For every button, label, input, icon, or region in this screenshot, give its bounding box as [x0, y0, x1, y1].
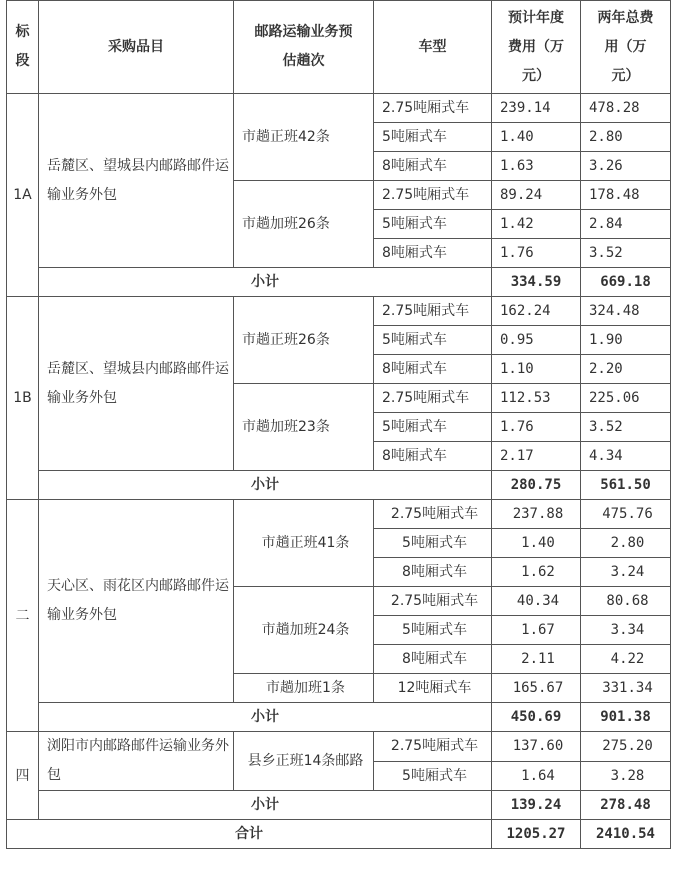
table-body [7, 94, 671, 849]
header-annual [492, 1, 581, 94]
annual-cost: 165.67 [492, 674, 581, 703]
route-trips: 市趟正班42条 [234, 94, 374, 181]
procurement-table [6, 0, 671, 849]
route-trips: 市趟加班26条 [234, 181, 374, 268]
annual-cost: 1.63 [492, 152, 581, 181]
header-item [39, 1, 234, 94]
vehicle-type: 8吨厢式车 [374, 152, 492, 181]
two-year-cost: 475.76 [581, 500, 671, 529]
route-trips: 县乡正班14条邮路 [234, 732, 374, 791]
header-lot-text: 标 段 [15, 24, 30, 69]
subtotal-label: 小计 [39, 703, 492, 732]
table-row [7, 732, 671, 762]
vehicle-type: 2.75吨厢式车 [374, 587, 492, 616]
purchase-item: 岳麓区、望城县内邮路邮件运输业务外包 [39, 94, 234, 268]
vehicle-type: 2.75吨厢式车 [374, 297, 492, 326]
two-year-cost: 275.20 [581, 732, 671, 762]
two-year-cost: 2.84 [581, 210, 671, 239]
vehicle-type: 8吨厢式车 [374, 355, 492, 384]
two-year-cost: 4.22 [581, 645, 671, 674]
subtotal-row [7, 471, 671, 500]
two-year-cost: 3.24 [581, 558, 671, 587]
annual-cost: 1.40 [492, 529, 581, 558]
two-year-cost: 3.34 [581, 616, 671, 645]
annual-cost: 0.95 [492, 326, 581, 355]
lot-id: 四 [7, 732, 39, 820]
annual-cost: 237.88 [492, 500, 581, 529]
two-year-cost: 2.80 [581, 529, 671, 558]
purchase-item: 浏阳市内邮路邮件运输业务外包 [39, 732, 234, 791]
grand-total-annual: 1205.27 [492, 820, 581, 849]
header-lot [7, 1, 39, 94]
vehicle-type: 8吨厢式车 [374, 645, 492, 674]
grand-total-two-year: 2410.54 [581, 820, 671, 849]
two-year-cost: 3.52 [581, 239, 671, 268]
two-year-cost: 4.34 [581, 442, 671, 471]
route-trips: 市趟加班23条 [234, 384, 374, 471]
annual-cost: 89.24 [492, 181, 581, 210]
vehicle-type: 2.75吨厢式车 [374, 94, 492, 123]
header-row [7, 1, 671, 94]
table-row [7, 500, 671, 529]
purchase-item: 天心区、雨花区内邮路邮件运输业务外包 [39, 500, 234, 703]
vehicle-type: 8吨厢式车 [374, 558, 492, 587]
purchase-item: 岳麓区、望城县内邮路邮件运输业务外包 [39, 297, 234, 471]
two-year-cost: 2.80 [581, 123, 671, 152]
route-trips: 市趟加班24条 [234, 587, 374, 674]
vehicle-type: 2.75吨厢式车 [374, 732, 492, 762]
table-row [7, 297, 671, 326]
annual-cost: 137.60 [492, 732, 581, 762]
annual-cost: 2.17 [492, 442, 581, 471]
vehicle-type: 2.75吨厢式车 [374, 500, 492, 529]
subtotal-two-year: 561.50 [581, 471, 671, 500]
subtotal-annual: 280.75 [492, 471, 581, 500]
route-trips: 市趟正班26条 [234, 297, 374, 384]
grand-total-label: 合计 [7, 820, 492, 849]
vehicle-type: 2.75吨厢式车 [374, 181, 492, 210]
two-year-cost: 178.48 [581, 181, 671, 210]
header-twoyear [581, 1, 671, 94]
table-row [7, 94, 671, 123]
two-year-cost: 3.26 [581, 152, 671, 181]
lot-id: 1B [7, 297, 39, 500]
subtotal-two-year: 901.38 [581, 703, 671, 732]
route-trips: 市趟加班1条 [234, 674, 374, 703]
subtotal-row [7, 703, 671, 732]
subtotal-label: 小计 [39, 791, 492, 820]
annual-cost: 1.67 [492, 616, 581, 645]
two-year-cost: 331.34 [581, 674, 671, 703]
subtotal-two-year: 669.18 [581, 268, 671, 297]
header-trips-text: 邮路运输业务预 估趟次 [254, 24, 353, 69]
two-year-cost: 2.20 [581, 355, 671, 384]
annual-cost: 162.24 [492, 297, 581, 326]
subtotal-row [7, 268, 671, 297]
annual-cost: 1.62 [492, 558, 581, 587]
subtotal-annual: 450.69 [492, 703, 581, 732]
vehicle-type: 5吨厢式车 [374, 529, 492, 558]
header-vehicle-text: 车型 [418, 38, 447, 55]
subtotal-label: 小计 [39, 268, 492, 297]
vehicle-type: 5吨厢式车 [374, 616, 492, 645]
lot-id: 二 [7, 500, 39, 732]
two-year-cost: 324.48 [581, 297, 671, 326]
subtotal-annual: 334.59 [492, 268, 581, 297]
vehicle-type: 8吨厢式车 [374, 239, 492, 268]
annual-cost: 112.53 [492, 384, 581, 413]
vehicle-type: 8吨厢式车 [374, 442, 492, 471]
vehicle-type: 12吨厢式车 [374, 674, 492, 703]
header-vehicle [374, 1, 492, 94]
two-year-cost: 80.68 [581, 587, 671, 616]
two-year-cost: 3.28 [581, 761, 671, 791]
annual-cost: 1.40 [492, 123, 581, 152]
two-year-cost: 478.28 [581, 94, 671, 123]
vehicle-type: 5吨厢式车 [374, 123, 492, 152]
vehicle-type: 5吨厢式车 [374, 210, 492, 239]
grand-total-row [7, 820, 671, 849]
annual-cost: 1.10 [492, 355, 581, 384]
vehicle-type: 5吨厢式车 [374, 326, 492, 355]
annual-cost: 2.11 [492, 645, 581, 674]
annual-cost: 1.64 [492, 761, 581, 791]
two-year-cost: 225.06 [581, 384, 671, 413]
vehicle-type: 5吨厢式车 [374, 413, 492, 442]
subtotal-two-year: 278.48 [581, 791, 671, 820]
subtotal-row [7, 791, 671, 820]
annual-cost: 40.34 [492, 587, 581, 616]
annual-cost: 1.42 [492, 210, 581, 239]
two-year-cost: 1.90 [581, 326, 671, 355]
subtotal-label: 小计 [39, 471, 492, 500]
header-item-text: 采购品目 [108, 38, 164, 55]
header-twoyear-text: 两年总费 用（万 元） [597, 9, 654, 84]
header-annual-text: 预计年度 费用（万 元） [508, 9, 564, 84]
two-year-cost: 3.52 [581, 413, 671, 442]
subtotal-annual: 139.24 [492, 791, 581, 820]
lot-id: 1A [7, 94, 39, 297]
annual-cost: 1.76 [492, 413, 581, 442]
annual-cost: 1.76 [492, 239, 581, 268]
header-trips [234, 1, 374, 94]
annual-cost: 239.14 [492, 94, 581, 123]
route-trips: 市趟正班41条 [234, 500, 374, 587]
vehicle-type: 5吨厢式车 [374, 761, 492, 791]
vehicle-type: 2.75吨厢式车 [374, 384, 492, 413]
